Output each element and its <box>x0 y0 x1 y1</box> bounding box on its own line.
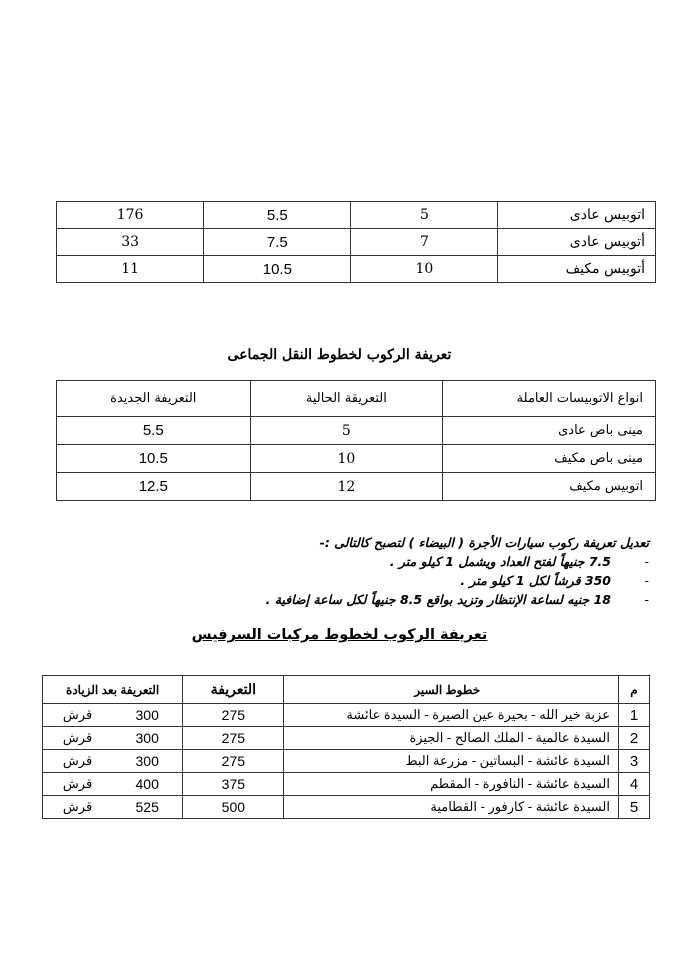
new-fare-cell: 300 <box>112 704 183 727</box>
currency-unit-cell: قرش <box>43 773 113 796</box>
current-fare-cell: 12 <box>250 473 443 501</box>
bus-fare-table-top <box>56 201 656 283</box>
list-item <box>49 571 649 590</box>
table-row <box>43 704 650 727</box>
route-cell: السيدة عائشة - النافورة - المقطم <box>284 773 619 796</box>
new-fare-cell: 300 <box>112 750 183 773</box>
section-title-service-vehicles <box>0 627 679 643</box>
table-cell: 10 <box>351 256 498 283</box>
taxi-fare-note <box>49 533 649 609</box>
section-title-public-transport: تعريفة الركوب لخطوط النقل الجماعى <box>227 347 452 363</box>
bus-type-cell: أتوبيس مكيف <box>498 256 656 283</box>
table-cell: 176 <box>57 202 204 229</box>
currency-unit-cell: قرش <box>43 727 113 750</box>
list-item-text: 18 جنيه لساعة الإنتظار وتزيد بواقع 8.5 جنيهاً لكل ساعة إضافية . <box>265 592 611 607</box>
table-cell: 5.5 <box>204 202 351 229</box>
table-cell: 10.5 <box>204 256 351 283</box>
fare-cell: 500 <box>183 796 284 819</box>
currency-unit-cell: قرش <box>43 796 113 819</box>
list-item-text: 7.5 جنيهاً لفتح العداد ويشمل 1 كيلو متر . <box>389 554 611 569</box>
table-header-row <box>57 381 656 417</box>
fare-cell: 275 <box>183 727 284 750</box>
public-transport-fare-table <box>56 380 656 501</box>
table-row <box>57 445 656 473</box>
table-row <box>57 229 656 256</box>
header-bus-type: انواع الاتوبيسات العاملة <box>443 381 656 417</box>
header-fare-after-increase: التعريفة بعد الزيادة <box>43 676 183 704</box>
bus-type-cell: مينى باص مكيف <box>443 445 656 473</box>
new-fare-cell: 10.5 <box>57 445 251 473</box>
table-row <box>57 202 656 229</box>
list-dash: - <box>644 554 649 569</box>
bus-type-cell: مينى باص عادى <box>443 417 656 445</box>
bus-type-cell: اتوبيس مكيف <box>443 473 656 501</box>
route-cell: السيدة عالمية - الملك الصالح - الجيزة <box>284 727 619 750</box>
service-vehicle-fare-table <box>42 675 650 819</box>
list-dash: - <box>644 573 649 588</box>
new-fare-cell: 525 <box>112 796 183 819</box>
row-number: 5 <box>618 796 649 819</box>
row-number: 1 <box>618 704 649 727</box>
current-fare-cell: 5 <box>250 417 443 445</box>
route-cell: السيدة عائشة - كارفور - القطامية <box>284 796 619 819</box>
new-fare-cell: 5.5 <box>57 417 251 445</box>
header-route: خطوط السير <box>284 676 619 704</box>
header-new-fare: التعريفة الجديدة <box>57 381 251 417</box>
table-row <box>57 417 656 445</box>
header-number: م <box>618 676 649 704</box>
table-row <box>43 773 650 796</box>
list-dash: - <box>644 592 649 607</box>
header-current-fare: التعريقة الحالية <box>250 381 443 417</box>
list-item <box>49 552 649 571</box>
table-row <box>57 256 656 283</box>
list-item-text: 350 قرشاً لكل 1 كيلو متر . <box>460 573 611 588</box>
new-fare-cell: 400 <box>112 773 183 796</box>
note-intro: تعديل تعريفة ركوب سيارات الأجرة ( البيضاء ) لتصبح كالتالى :- <box>319 535 649 550</box>
table-cell: 33 <box>57 229 204 256</box>
header-fare: التعريفة <box>183 676 284 704</box>
table-header-row <box>43 676 650 704</box>
table-cell: 11 <box>57 256 204 283</box>
fare-cell: 375 <box>183 773 284 796</box>
row-number: 2 <box>618 727 649 750</box>
table-cell: 5 <box>351 202 498 229</box>
bus-type-cell: أتوبيس عادى <box>498 229 656 256</box>
table-row <box>43 750 650 773</box>
row-number: 4 <box>618 773 649 796</box>
currency-unit-cell: قرش <box>43 704 113 727</box>
table-row <box>43 796 650 819</box>
fare-cell: 275 <box>183 704 284 727</box>
section-title-text: تعريفة الركوب لخطوط مركبات السرفيس <box>191 627 488 643</box>
new-fare-cell: 12.5 <box>57 473 251 501</box>
table-row <box>43 727 650 750</box>
list-item <box>49 590 649 609</box>
currency-unit-cell: قرش <box>43 750 113 773</box>
row-number: 3 <box>618 750 649 773</box>
fare-cell: 275 <box>183 750 284 773</box>
route-cell: السيدة عائشة - البساتين - مزرعة البط <box>284 750 619 773</box>
route-cell: عزبة خير الله - بحيرة عين الصيرة - السيدة عائشة <box>284 704 619 727</box>
table-cell: 7 <box>351 229 498 256</box>
note-list <box>49 552 649 609</box>
table-cell: 7.5 <box>204 229 351 256</box>
new-fare-cell: 300 <box>112 727 183 750</box>
table-row <box>57 473 656 501</box>
bus-type-cell: اتوبيس عادى <box>498 202 656 229</box>
current-fare-cell: 10 <box>250 445 443 473</box>
